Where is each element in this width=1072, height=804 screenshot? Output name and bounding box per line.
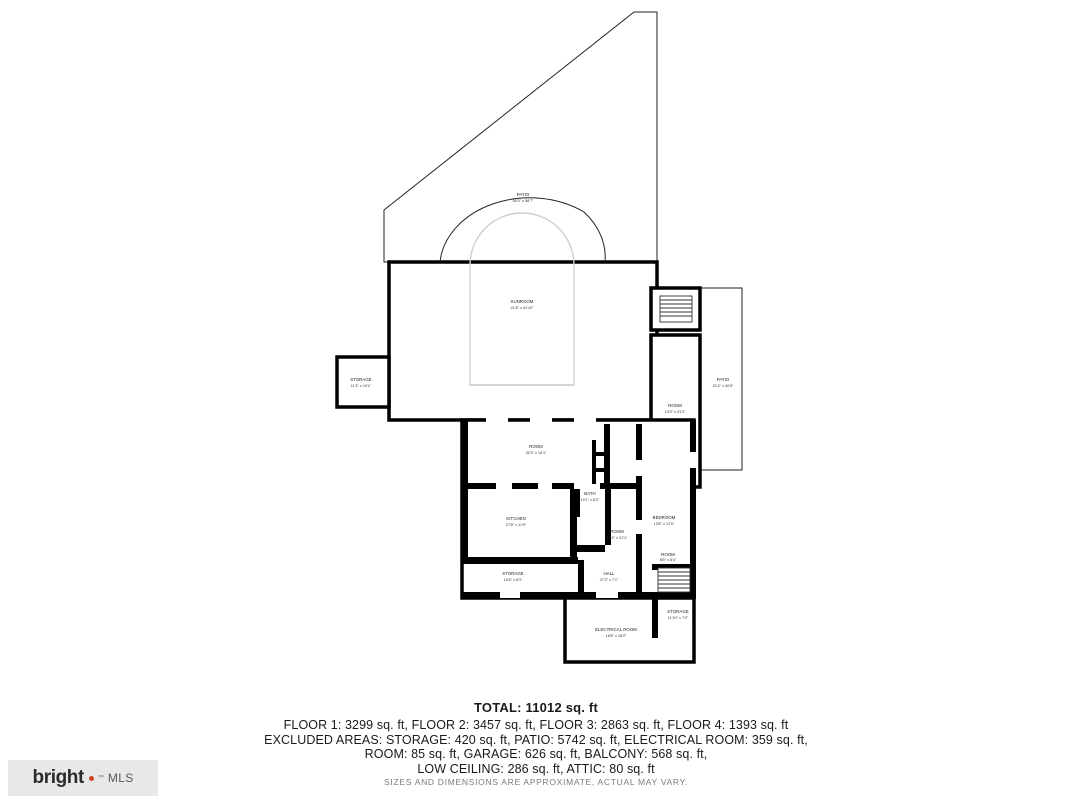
wall-v-10 <box>462 420 468 486</box>
wall-v-7 <box>574 489 580 517</box>
brand-suffix: MLS <box>107 771 134 785</box>
wall-h-4 <box>462 557 578 564</box>
wall-v-11 <box>592 440 596 484</box>
wall-h-7 <box>596 452 610 456</box>
wall-v-2 <box>636 424 642 598</box>
total-area: TOTAL: 11012 sq. ft <box>474 700 598 715</box>
stairs-lower <box>658 568 690 592</box>
room-dim-room-small: 8'6" x 6'4" <box>659 558 677 562</box>
room-dim-room-lower: 13'4" x 21'1" <box>606 536 628 540</box>
room-dim-kitchen: 27'8" x 11'9" <box>505 523 527 527</box>
room-dim-storage-left: 11'3" x 10'1" <box>350 384 372 388</box>
room-label-hall: HALL <box>603 571 615 576</box>
room-dim-patio-top: 80'3" x 58'7" <box>512 199 534 203</box>
left-storage-shell <box>337 357 389 407</box>
bright-mls-logo <box>8 760 158 796</box>
excluded-areas-line-2: ROOM: 85 sq. ft, GARAGE: 626 sq. ft, BALCONY: 568 sq. ft, <box>364 747 708 761</box>
room-dim-hall: 27'2" x 7'1" <box>599 578 619 582</box>
room-dim-room-right: 13'3" x 31'2" <box>664 410 686 414</box>
room-label-bedroom: BEDROOM <box>652 515 676 520</box>
wall-v-9 <box>690 420 696 598</box>
room-label-kitchen: KITCHEN <box>506 516 526 521</box>
brand-name: bright <box>32 767 84 788</box>
room-dim-storage-bottom: 19'6" x 8'3" <box>503 578 523 582</box>
room-label-storage-left: STORAGE <box>350 377 372 382</box>
upper-patio-outline <box>384 12 657 262</box>
excluded-areas-line-3: LOW CEILING: 286 sq. ft, ATTIC: 80 sq. ft <box>417 761 655 776</box>
area-summary <box>0 700 1072 776</box>
building-shell <box>337 262 700 662</box>
wall-h-3 <box>577 545 605 552</box>
excluded-areas-line-1: EXCLUDED AREAS: STORAGE: 420 sq. ft, PATIO: 5742 sq. ft, ELECTRICAL ROOM: 359 sq. ft, <box>264 732 808 747</box>
wall-v-3 <box>462 489 468 563</box>
room-label-patio-top: PATIO <box>516 192 530 197</box>
room-label-bath: BATH <box>584 491 596 496</box>
room-label-room-small: ROOM <box>661 552 675 557</box>
room-dim-electrical: 18'8" x 18'2" <box>605 634 627 638</box>
room-dim-sunroom: 21'8" x 41'10" <box>510 306 534 310</box>
room-label-storage-right: STORAGE <box>667 609 689 614</box>
room-dim-bath: 10'1" x 8'2" <box>580 498 600 502</box>
wall-h-1 <box>462 483 574 489</box>
room-label-room-lower: ROOM <box>610 529 624 534</box>
trademark-icon: ™ <box>97 775 104 781</box>
room-label-electrical: ELECTRICAL ROOM <box>595 627 637 632</box>
room-dim-storage-right: 11'10" x 7'2" <box>667 616 689 620</box>
room-label-room-right: ROOM <box>668 403 682 408</box>
room-dim-patio-right: 21'4" x 40'6" <box>712 384 734 388</box>
room-dim-bedroom: 13'8" x 17'6" <box>653 522 675 526</box>
room-label-storage-bottom: STORAGE <box>502 571 524 576</box>
room-label-patio-right: PATIO <box>716 377 730 382</box>
wall-h-5 <box>462 592 694 598</box>
stairs-upper <box>660 296 692 322</box>
wall-v-6 <box>652 598 658 638</box>
room-dim-room-center: 32'3" x 14'1" <box>525 451 547 455</box>
floor-areas-line: FLOOR 1: 3299 sq. ft, FLOOR 2: 3457 sq. ft, FLOOR 3: 2863 sq. ft, FLOOR 4: 1393 sq. ft <box>283 718 789 732</box>
room-label-sunroom: SUNROOM <box>510 299 534 304</box>
wall-h-8 <box>596 468 610 472</box>
sunroom-shell <box>389 262 657 420</box>
room-label-room-center: ROOM <box>529 444 543 449</box>
brand-dot-icon <box>89 776 94 781</box>
disclaimer-text: SIZES AND DIMENSIONS ARE APPROXIMATE, ACTUAL MAY VARY. <box>384 777 688 787</box>
